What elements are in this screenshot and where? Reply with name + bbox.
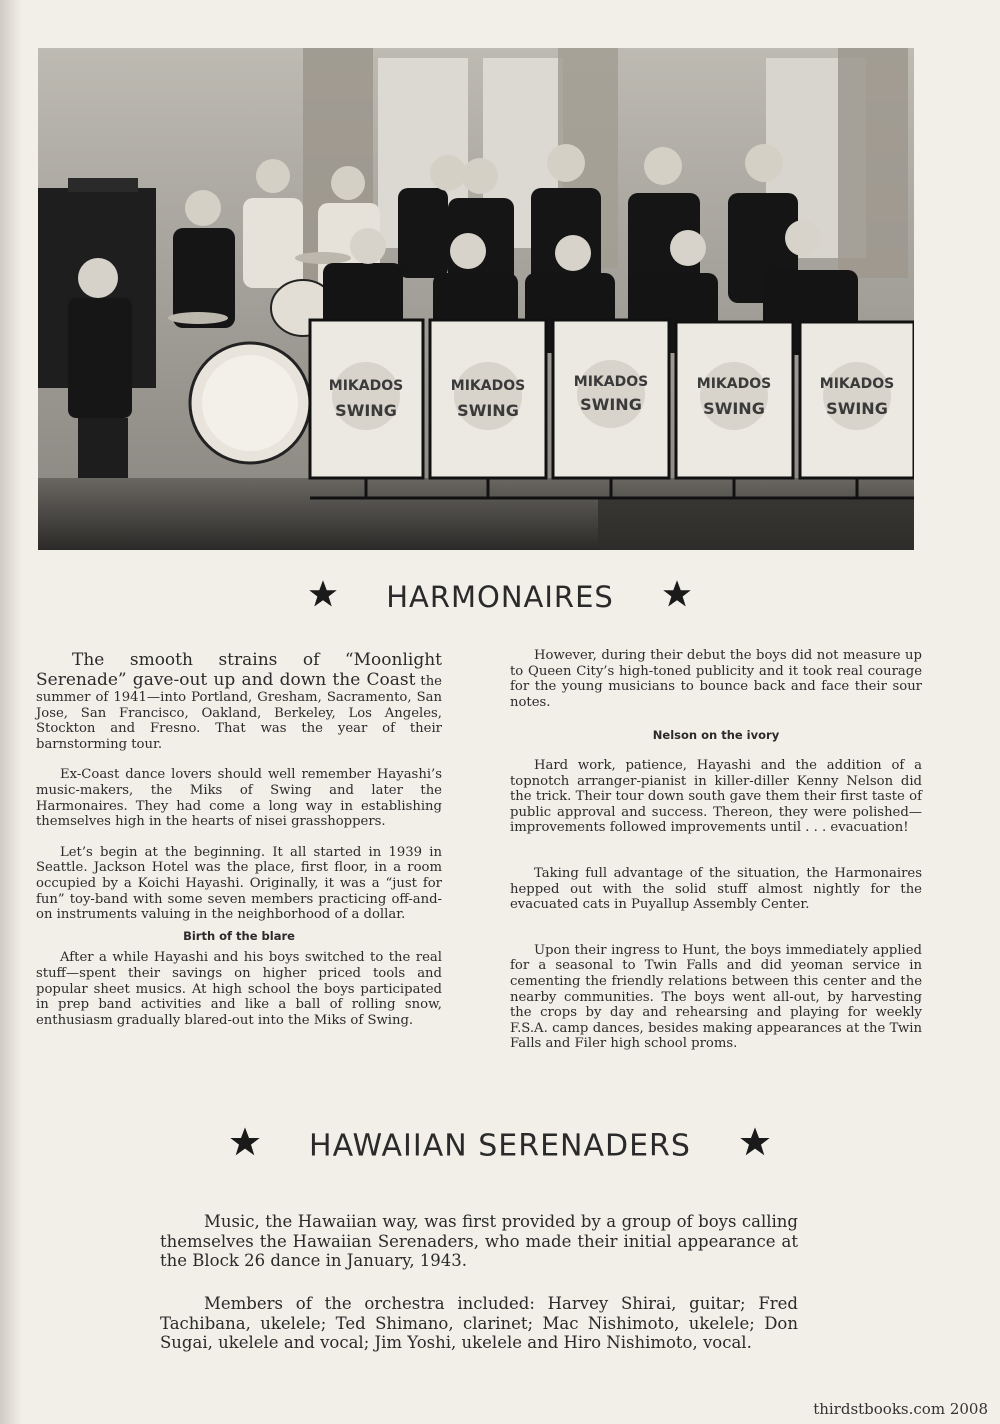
paragraph: Hard work, patience, Hayashi and the addition of a topnotch arranger-pianist in killer-diller Kenny Nelson did the trick. Their tour down south gave them their first taste of public approval and success. Thereon, they were polished—improvements followed improvements until . . . evacuation! [510, 757, 922, 836]
stand-text-bottom: SWING [457, 401, 519, 420]
subheading: Nelson on the ivory [652, 728, 780, 743]
paragraph [36, 650, 442, 752]
paragraph: However, during their debut the boys did not measure up to Queen City’s high-toned publicity and it took real courage for the young musicians to bounce back and face their sour notes. [510, 648, 922, 710]
star-icon [308, 579, 338, 616]
stand-text-top: MIKADOS [819, 376, 895, 392]
paragraph: After a while Hayashi and his boys switched to the real stuff—spent their savings on higher priced tools and popular sheet musics. At high school the boys participated in prep band activities and like a ball of rolling snow, enthusiasm gradually blared-out into the Miks of Swing. [36, 950, 442, 1028]
lead-text: The smooth strains of “Moonlight Serenade” gave-out up and down the Coast [36, 650, 442, 690]
hawaiian-paragraph-1 [160, 1212, 798, 1271]
harmonaires-right-column [510, 648, 922, 1067]
stand-text-bottom: SWING [580, 395, 642, 414]
section-title: HAWAIIAN SERENADERS [309, 1128, 691, 1164]
page-binding-shadow [0, 0, 22, 1424]
watermark: thirdstbooks.com 2008 [813, 1400, 988, 1418]
section-title: HARMONAIRES [386, 580, 614, 614]
stand-text-bottom: SWING [335, 401, 397, 420]
paragraph: Members of the orchestra included: Harvey Shirai, guitar; Fred Tachibana, ukelele; Ted Shimano, clarinet; Mac Nishimoto, ukelele; Don Sugai, ukelele and vocal; Jim Yoshi, ukelele and Hiro Nishimoto, vocal. [160, 1294, 798, 1352]
paragraph: Let’s begin at the beginning. It all started in 1939 in Seattle. Jackson Hotel was the place, first floor, in a room occupied by a Koichi Hayashi. Originally, it was a “just for fun” toy-band with some seven members practicing off-and-on instruments valuing in the neighborhood of a dollar. [36, 844, 442, 923]
paragraph: Taking full advantage of the situation, the Harmonaires hepped out with the solid stuff almost nightly for the evacuated cats in Puyallup Assembly Center. [510, 865, 922, 913]
subheading: Birth of the blare [183, 928, 295, 943]
stand-text-bottom: SWING [703, 399, 765, 418]
stand-text-bottom: SWING [826, 399, 888, 418]
stand-text-top: MIKADOS [328, 378, 404, 394]
stand-text-top: MIKADOS [573, 374, 649, 390]
star-icon [739, 1126, 771, 1166]
paragraph: Upon their ingress to Hunt, the boys immediately applied for a seasonal to Twin Falls and did yeoman service in cementing the friendly relations between this center and the nearby communities. The boys went all-out, by harvesting the crops by day and rehearsing and playing for weekly F.S.A. camp dances, besides making appearances at the Twin Falls and Filer high school proms. [510, 942, 922, 1052]
paragraph: Music, the Hawaiian way, was first provided by a group of boys calling themselves the Hawaiian Serenaders, who made their initial appearance at the Block 26 dance in January, 1943. [160, 1212, 798, 1270]
harmonaires-left-column [36, 650, 442, 1043]
hawaiian-paragraph-2 [160, 1294, 798, 1353]
paragraph-text: the summer of 1941—into Portland, Gresham, Sacramento, San Jose, San Francisco, Oakland, Berkeley, Los Angeles, Stockton and Fresno. That was the year of their barnstorming tour. [36, 674, 442, 752]
star-icon [662, 579, 692, 616]
star-icon [229, 1126, 261, 1166]
band-photograph [38, 48, 914, 550]
stand-text-top: MIKADOS [450, 378, 526, 394]
stand-text-top: MIKADOS [696, 376, 772, 392]
hawaiian-serenaders-heading [0, 1126, 1000, 1166]
harmonaires-heading [0, 578, 1000, 616]
paragraph: Ex-Coast dance lovers should well remember Hayashi’s music-makers, the Miks of Swing and later the Harmonaires. They had come a long way in establishing themselves high in the hearts of nisei grasshoppers. [36, 767, 442, 830]
